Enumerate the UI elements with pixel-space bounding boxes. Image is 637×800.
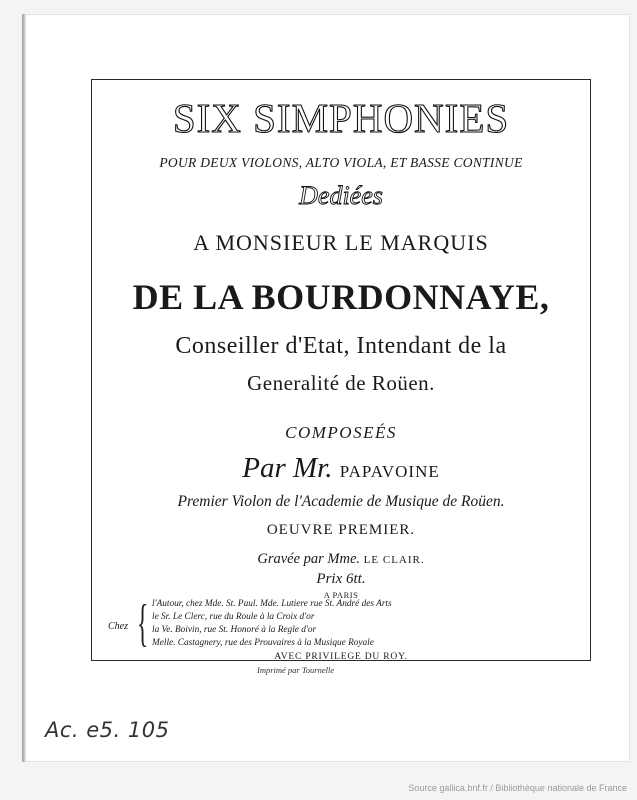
privilege: AVEC PRIVILEGE DU ROY. <box>274 652 408 662</box>
city: A PARIS <box>323 590 359 600</box>
page-spine <box>22 14 26 762</box>
subtitle: POUR DEUX VIOLONS, ALTO VIOLA, ET BASSE CONTINUE <box>159 155 523 170</box>
addressee: A MONSIEUR LE MARQUIS <box>193 230 489 255</box>
shelfmark: Ac. e5. 105 <box>45 718 170 742</box>
opus-label: OEUVRE PREMIER. <box>266 522 416 538</box>
engraver-name: LE CLAIR. <box>363 554 425 566</box>
brace-icon: { <box>137 595 149 652</box>
composed-label: COMPOSEÉS <box>285 423 397 442</box>
chez-label: Chez <box>108 621 128 632</box>
dedicatee-name: DE LA BOURDONNAYE, <box>132 277 550 317</box>
composer-name: PAPAVOINE <box>339 462 440 481</box>
imprint: Imprimé par Tournelle <box>257 665 335 675</box>
source-credit: Source gallica.bnf.fr / Bibliothèque nationale de France <box>408 783 627 793</box>
office-line-2: Generalité de Roüen. <box>247 371 435 395</box>
by-prefix: Par Mr. <box>242 452 333 484</box>
composer-line <box>92 452 590 485</box>
address-line: l'Autour, chez Mde. St. Paul. Mde. Lutiere rue St. André des Arts <box>152 599 392 609</box>
engraved-prefix: Gravée par Mme. <box>257 551 361 567</box>
address-line: le Sr. Le Clerc, rue du Roule à la Croix d'or <box>152 612 315 622</box>
engraver-line <box>92 551 590 568</box>
dedication: Dediées <box>299 181 383 210</box>
address-line: la Ve. Boivin, rue St. Honoré à la Regle d'or <box>152 625 317 635</box>
address-line: Melle. Castagnery, rue des Prouvaires à la Musique Royale <box>152 638 374 648</box>
title-plate <box>91 79 591 661</box>
title: SIX SIMPHONIES <box>172 95 510 141</box>
office-line-1: Conseiller d'Etat, Intendant de la <box>175 333 507 359</box>
price: Prix 6tt. <box>316 571 366 587</box>
composer-title: Premier Violon de l'Academie de Musique de Roüen. <box>177 493 505 510</box>
